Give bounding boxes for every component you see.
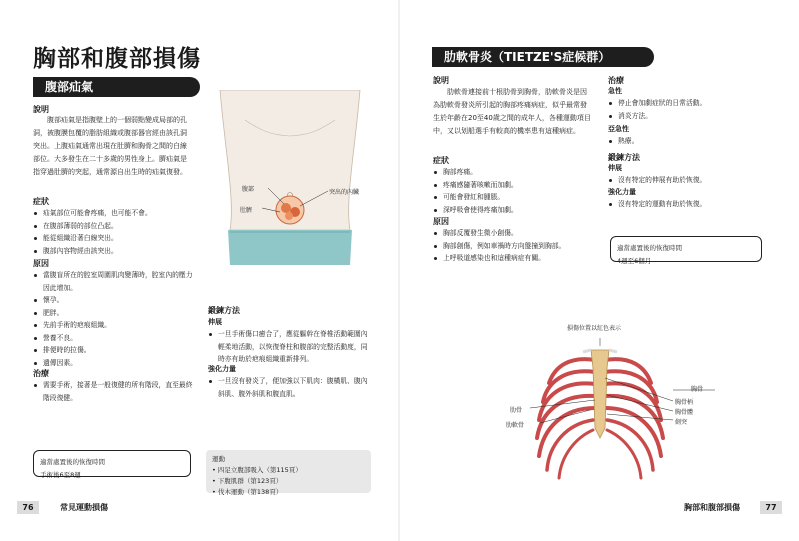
stretch-heading: 伸展 [208,318,222,326]
acute-heading: 急性 [608,87,622,95]
recovery-time-box [610,236,762,265]
exercise-link[interactable]: • 四足立腹部吸入（第115頁） [212,466,302,474]
subacute-list [608,135,768,148]
right-page [400,0,799,541]
exercise-link-text: 下腹肌群（第123頁） [217,477,283,485]
label-abdomen: 腹部 [242,186,255,193]
list-item: 一旦手術傷口癒合了，應從軀幹在脊椎活動範圍內輕柔地活動，以恢復脊柱和腹部的完整活動度，同時亦有助於疤痕組織重新排列。 [208,328,368,366]
stretch-list [208,328,368,366]
chapter-title: 胸部和腹部損傷 [33,46,201,72]
causes-list [33,269,198,369]
figure-leader-lines [515,370,715,430]
footer-title: 胸部和腹部損傷 [684,503,740,512]
section-title-bar: 腹部疝氣 [33,77,200,97]
symptoms-heading: 症狀 [433,156,449,165]
list-item: 一旦沒有發炎了，便加強以下肌肉：腹橫肌、腹內斜肌、腹外斜肌和腹直肌。 [208,375,368,400]
strength-list [608,198,768,211]
exercise-link[interactable]: • 下腹肌群（第123頁） [212,477,283,485]
treatment-list [33,379,193,404]
strength-list [208,375,368,400]
label-costal-cartilage: 肋軟骨 [506,422,525,429]
exercise-reference-box [206,450,371,496]
treatment-heading: 治療 [33,369,49,378]
recovery-time-value: 4週至6個月 [617,257,652,265]
list-item: 遺傳因素。 [33,357,198,370]
footer-title: 常見運動損傷 [60,503,108,512]
stretch-heading: 伸展 [608,164,622,172]
exercise-link-text: 伐木運動（第138頁） [217,488,283,496]
list-item: 在腹部薄弱的部位凸起。 [33,220,198,233]
rehab-heading: 鍛鍊方法 [608,153,640,162]
figure-caption: 損傷位置以紅色表示 [567,325,622,332]
list-item: 胸部反覆發生微小創傷。 [433,227,598,240]
subacute-heading: 亞急性 [608,125,629,133]
list-item: 疼痛感隨著咳嗽而加劇。 [433,179,593,192]
list-item: 上呼吸道感染也和這種病症有關。 [433,252,598,265]
list-item: 當腹盲所在的腔室周圍肌肉變薄時，腔室內的壓力因此增加。 [33,269,198,294]
treatment-heading: 治療 [608,76,624,85]
strength-heading: 強化力量 [208,365,236,373]
description-heading: 說明 [33,105,49,114]
label-sternum-body: 胸骨體 [675,409,694,416]
list-item: 能從組織沿著白線突出。 [33,232,198,245]
recovery-time-title: 適當處置後的恢復時間 [40,458,105,466]
exercise-link[interactable]: • 伐木運動（第138頁） [212,488,283,496]
description-text: 腹部疝氣是指腹壁上的一個弱點變成局部的孔洞，被腹膜包覆的脂肪組織或腹部器官經由該孔洞突出。上腹疝氣通常出現在肚臍和胸骨之間的白線部位。大多發生在二十多歲的男性身上。臍疝氣是指穿過肚臍的突起，通常源自出生時的疝氣復發。 [33,116,187,176]
list-item: 沒有特定的運動有助於恢復。 [608,198,768,211]
label-navel: 肚臍 [240,207,253,214]
stretch-list [608,174,768,187]
symptoms-heading: 症狀 [33,197,49,206]
list-item: 胸部疼痛。 [433,166,593,179]
list-item: 肥胖。 [33,307,198,320]
recovery-time-value: 手術後6至8週 [40,471,81,479]
symptoms-list [433,166,593,216]
exercise-box-title: 運動 [212,455,225,463]
list-item: 先前手術的疤痕組織。 [33,319,198,332]
label-manubrium: 胸骨柄 [675,399,694,406]
acute-list [608,97,768,122]
recovery-time-title: 適當處置後的恢復時間 [617,244,682,252]
list-item: 深呼吸會使得疼痛加劇。 [433,204,593,217]
list-item: 懷孕。 [33,294,198,307]
list-item: 停止會加劇症狀的日常活動。 [608,97,768,110]
list-item: 可能會發紅和腫脹。 [433,191,593,204]
list-item: 熱療。 [608,135,768,148]
exercise-link-text: 四足立腹部吸入（第115頁） [217,466,302,474]
list-item: 營養不良。 [33,332,198,345]
strength-heading: 強化力量 [608,188,636,196]
causes-heading: 原因 [33,259,49,268]
label-ribs: 肋骨 [510,407,523,414]
label-xiphoid: 劍突 [675,419,688,426]
rehab-heading: 鍛鍊方法 [208,306,240,315]
list-item: 排便時的拉傷。 [33,344,198,357]
list-item: 需要手術，接著是一般復健的所有階段，直至最終階段復健。 [33,379,193,404]
causes-list [433,227,598,265]
list-item: 疝氣部位可能會疼痛，也可能不會。 [33,207,198,220]
causes-heading: 原因 [433,217,449,226]
list-item: 腹部內容物經由該突出。 [33,245,198,258]
list-item: 消炎方法。 [608,110,768,123]
label-sternum: 胸骨 [691,386,704,393]
list-item: 沒有特定的伸展有助於恢復。 [608,174,768,187]
recovery-time-box [33,450,191,477]
left-page [0,0,399,541]
description-heading: 說明 [433,76,449,85]
description-text: 肋軟骨連接前十根肋骨到胸骨，肋軟骨炎是因為肋軟骨發炎所引起的胸部疼痛病症，似乎最常發生於年齡在20至40歲之間的成年人，各種運動項目中，又以划船選手有較高的機率患有這種病症。 [433,88,591,135]
symptoms-list [33,207,198,257]
page-number: 76 [17,501,39,514]
list-item: 胸部創傷，例如車禍時方向盤撞到胸部。 [433,240,598,253]
page-number: 77 [760,501,782,514]
section-title-bar: 肋軟骨炎（TIETZE'S症候群） [432,47,654,67]
label-protruding-organs: 突出的內臟 [329,189,360,196]
